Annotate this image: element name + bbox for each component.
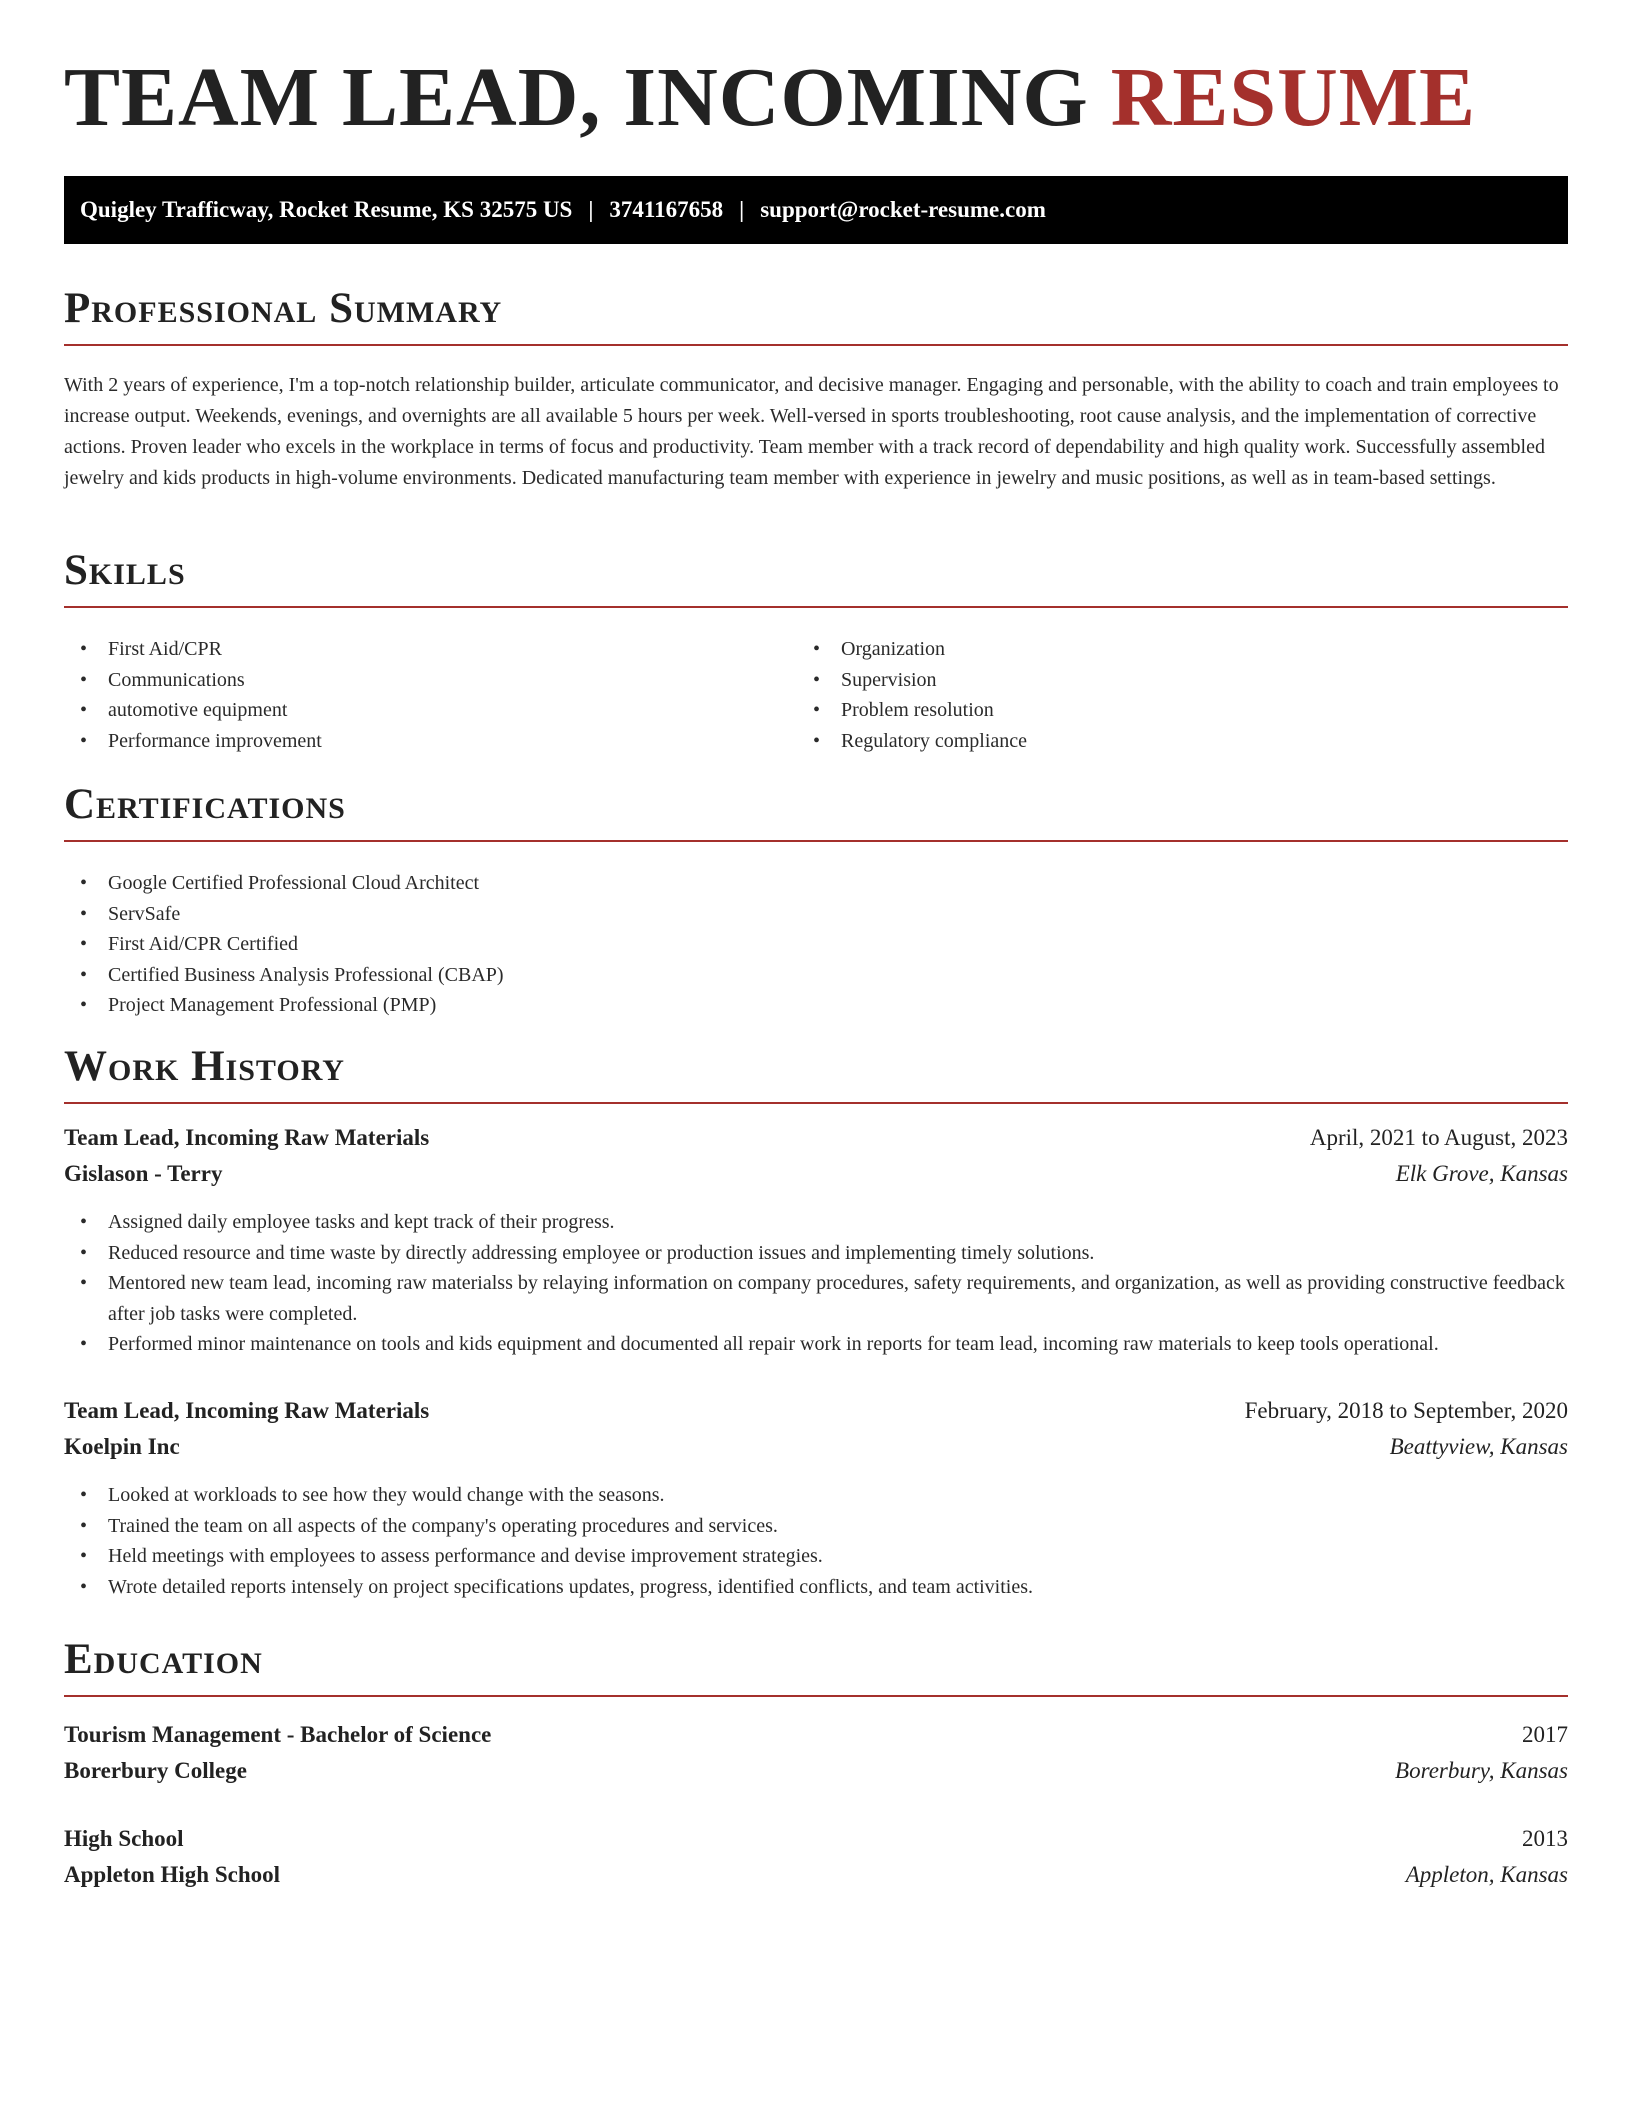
work-section-header	[64, 1045, 1568, 1104]
job-dates: April, 2021 to August, 2023	[1309, 1125, 1568, 1150]
job-bullet: • Trained the team on all aspects of the company's operating procedures and services.	[64, 1511, 1568, 1542]
job-bullet: • Mentored new team lead, incoming raw materialss by relaying information on company procedures, safety requirements, and organization, as well as providing constructive feedback after job tasks were completed.	[64, 1268, 1568, 1329]
education-location: Appleton, Kansas	[1405, 1862, 1568, 1887]
contact-separator: |	[588, 197, 594, 222]
resume-title	[64, 51, 1477, 144]
education-location: Borerbury, Kansas	[1395, 1758, 1568, 1783]
work-heading: Work History	[64, 1043, 345, 1090]
certification-item: • ServSafe	[64, 899, 1568, 930]
education-heading: Education	[64, 1636, 263, 1683]
contact-separator: |	[739, 197, 745, 222]
education-degree-row	[64, 1826, 1568, 1862]
skill-item: • First Aid/CPR	[64, 634, 804, 665]
contact-email[interactable]: support@rocket-resume.com	[760, 197, 1046, 222]
skill-item: • Regulatory compliance	[797, 726, 1537, 757]
education-degree: Tourism Management - Bachelor of Science	[64, 1722, 492, 1747]
title-accent: RESUME	[1110, 51, 1477, 144]
job-entry	[64, 1398, 1568, 1602]
certifications-heading: Certifications	[64, 781, 346, 828]
skills-list-right	[797, 634, 1537, 756]
certification-item: • Google Certified Professional Cloud Architect	[64, 868, 1568, 899]
certification-item: • Certified Business Analysis Professional (CBAP)	[64, 960, 1568, 991]
job-company-row	[64, 1434, 1568, 1470]
education-school: Borerbury College	[64, 1758, 247, 1783]
job-entry	[64, 1125, 1568, 1360]
job-company-row	[64, 1161, 1568, 1197]
education-school: Appleton High School	[64, 1862, 280, 1887]
skills-section-header	[64, 549, 1568, 608]
contact-address: Quigley Trafficway, Rocket Resume, KS 32575 US	[80, 197, 573, 222]
job-title-row	[64, 1398, 1568, 1434]
job-bullets	[64, 1480, 1568, 1602]
contact-phone[interactable]: 3741167658	[609, 197, 724, 222]
summary-section-header	[64, 287, 1568, 346]
education-school-row	[64, 1862, 1568, 1898]
education-year: 2017	[1522, 1722, 1568, 1747]
job-bullet: • Wrote detailed reports intensely on project specifications updates, progress, identified conflicts, and team activities.	[64, 1572, 1568, 1603]
skill-item: • Supervision	[797, 665, 1537, 696]
job-company: Gislason - Terry	[64, 1161, 223, 1186]
job-dates: February, 2018 to September, 2020	[1244, 1398, 1568, 1423]
title-main: TEAM LEAD, INCOMING	[64, 51, 1111, 144]
skills-heading: Skills	[64, 547, 186, 594]
certifications-section-header	[64, 783, 1568, 842]
job-bullet: • Reduced resource and time waste by directly addressing employee or production issues and implementing timely solutions.	[64, 1238, 1568, 1269]
education-degree-row	[64, 1722, 1568, 1758]
certification-item: • First Aid/CPR Certified	[64, 929, 1568, 960]
skills-list-left	[64, 634, 804, 756]
skill-item: • automotive equipment	[64, 695, 804, 726]
job-title-row	[64, 1125, 1568, 1161]
education-degree: High School	[64, 1826, 184, 1851]
job-bullet: • Performed minor maintenance on tools and kids equipment and documented all repair work in reports for team lead, incoming raw materials to keep tools operational.	[64, 1329, 1568, 1360]
job-bullets	[64, 1207, 1568, 1360]
skill-item: • Performance improvement	[64, 726, 804, 757]
education-section-header	[64, 1638, 1568, 1697]
job-bullet: • Assigned daily employee tasks and kept track of their progress.	[64, 1207, 1568, 1238]
summary-text: With 2 years of experience, I'm a top-notch relationship builder, articulate communicator, and decisive manager. Engaging and personable, with the ability to coach and train employees to increase output. Weekends, evenings, and overnights are all available 5 hours per week. Well-versed in sports troubleshooting, root cause analysis, and the implementation of corrective actions. Proven leader who excels in the workplace in terms of focus and productivity. Team member with a track record of dependability and high quality work. Successfully assembled jewelry and kids products in high-volume environments. Dedicated manufacturing team member with experience in jewelry and music positions, as well as in team-based settings.	[64, 374, 1559, 489]
education-school-row	[64, 1758, 1568, 1794]
education-entry	[64, 1826, 1568, 1898]
skill-item: • Organization	[797, 634, 1537, 665]
skill-item: • Communications	[64, 665, 804, 696]
job-bullet: • Held meetings with employees to assess performance and devise improvement strategies.	[64, 1541, 1568, 1572]
education-year: 2013	[1522, 1826, 1568, 1851]
summary-heading: Professional Summary	[64, 285, 503, 332]
skill-item: • Problem resolution	[797, 695, 1537, 726]
certifications-list	[64, 868, 1568, 1021]
job-location: Elk Grove, Kansas	[1395, 1161, 1568, 1186]
education-entry	[64, 1722, 1568, 1794]
job-title: Team Lead, Incoming Raw Materials	[64, 1398, 430, 1423]
job-location: Beattyview, Kansas	[1389, 1434, 1568, 1459]
job-title: Team Lead, Incoming Raw Materials	[64, 1125, 430, 1150]
job-company: Koelpin Inc	[64, 1434, 180, 1459]
contact-bar	[64, 176, 1568, 244]
job-bullet: • Looked at workloads to see how they would change with the seasons.	[64, 1480, 1568, 1511]
certification-item: • Project Management Professional (PMP)	[64, 990, 1568, 1021]
